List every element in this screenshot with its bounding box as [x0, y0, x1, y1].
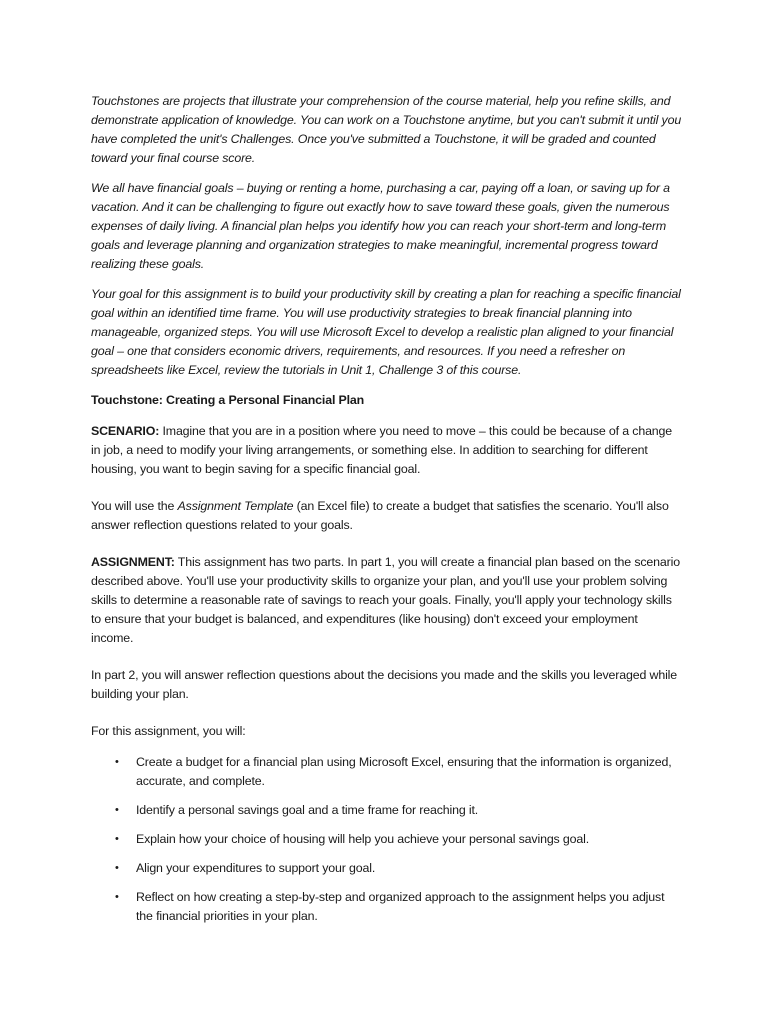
list-item: [91, 830, 683, 849]
intro-paragraph-financial-goals: We all have financial goals – buying or renting a home, purchasing a car, paying off a loan, or saving up for a vacation. And it can be challenging to figure out exactly how to save toward these goals, given the numerous expenses of daily living. A financial plan helps you identify how you can reach your short-term and long-term goals and leverage planning and organization strategies to make meaningful, incremental progress toward realizing these goals.: [91, 181, 670, 271]
bullet-icon: •: [115, 891, 119, 903]
task-list: [91, 753, 683, 926]
bullet-icon: •: [115, 756, 119, 768]
intro-paragraph-assignment-goal: Your goal for this assignment is to build your productivity skill by creating a plan for reaching a specific financial goal within an identified time frame. You will use productivity strategies to break financial planning into manageable, organized steps. You will use Microsoft Excel to develop a realistic plan aligned to your financial goal – one that considers economic drivers, requirements, and resources. If you need a refresher on spreadsheets like Excel, review the tutorials in Unit 1, Challenge 3 of this course.: [91, 287, 681, 377]
list-item: [91, 859, 683, 878]
scenario-label: SCENARIO:: [91, 424, 160, 438]
touchstone-heading: Touchstone: Creating a Personal Financial Plan: [91, 393, 365, 407]
intro-paragraph-touchstones: Touchstones are projects that illustrate your comprehension of the course material, help you refine skills, and demonstrate application of knowledge. You can work on a Touchstone anytime, but you can't submit it until you have completed the unit's Challenges. Once you've submitted a Touchstone, it will be graded and counted toward your final course score.: [91, 94, 682, 165]
template-text-after: (an Excel file) to create a budget that satisfies the scenario. You'll also answer reflection questions related to your goals.: [91, 499, 669, 532]
document-body: [91, 92, 683, 936]
bullet-icon: •: [115, 804, 119, 816]
bullet-icon: •: [115, 833, 119, 845]
assignment-label: ASSIGNMENT:: [91, 555, 175, 569]
scenario-text: Imagine that you are in a position where you need to move – this could be because of a change in job, a need to modify your living arrangements, or something else. In addition to searching for different housing, you want to begin saving for a specific financial goal.: [91, 424, 673, 476]
list-item: [91, 753, 683, 791]
list-item: [91, 801, 683, 820]
task-text: Create a budget for a financial plan using Microsoft Excel, ensuring that the information is organized, accurate, and complete.: [136, 755, 672, 788]
assignment-text: This assignment has two parts. In part 1, you will create a financial plan based on the scenario described above. You'll use your productivity skills to organize your plan, and you'll use your problem solving skills to determine a reasonable rate of savings to reach your goals. Finally, you'll apply your technology skills to ensure that your budget is balanced, and expenditures (like housing) don't exceed your employment income.: [91, 555, 680, 645]
task-text: Explain how your choice of housing will help you achieve your personal savings goal.: [136, 832, 590, 846]
assignment-paragraph: [91, 553, 683, 648]
scenario-paragraph: [91, 422, 683, 479]
task-text: Reflect on how creating a step-by-step and organized approach to the assignment helps you adjust the financial priorities in your plan.: [136, 890, 665, 923]
bullet-icon: •: [115, 862, 119, 874]
template-text-before: You will use the: [91, 499, 178, 513]
task-text: Align your expenditures to support your goal.: [136, 861, 376, 875]
task-text: Identify a personal savings goal and a time frame for reaching it.: [136, 803, 479, 817]
list-item: [91, 888, 683, 926]
list-intro: For this assignment, you will:: [91, 724, 246, 738]
part2-paragraph: In part 2, you will answer reflection questions about the decisions you made and the skills you leveraged while building your plan.: [91, 668, 678, 701]
assignment-template-name: Assignment Template: [177, 499, 294, 513]
template-paragraph: [91, 497, 683, 535]
